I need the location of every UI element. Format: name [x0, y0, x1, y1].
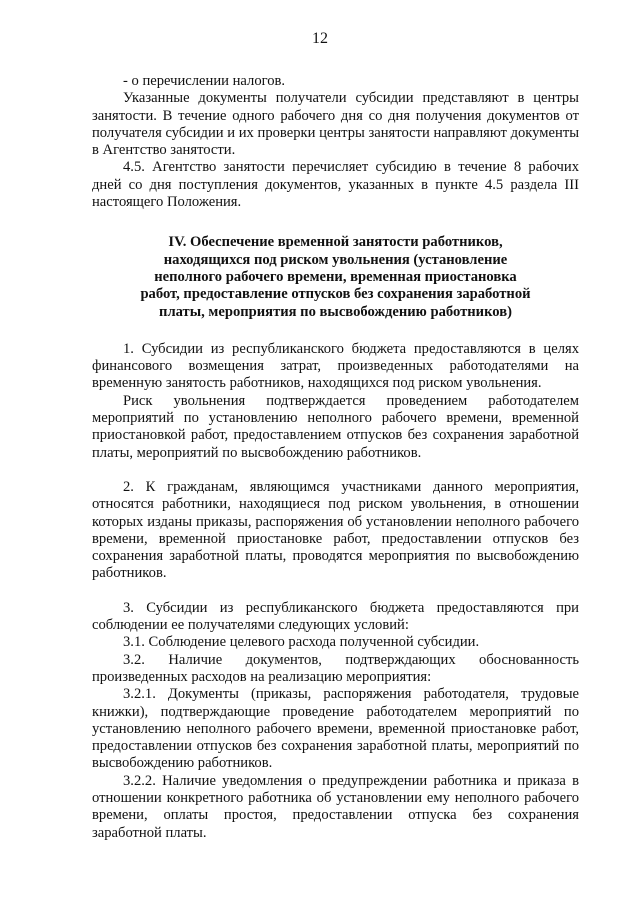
paragraph-taxes: - о перечислении налогов.: [123, 73, 286, 89]
paragraph-1: 1. Субсидии из республиканского бюджета предоставляются в целях финансового возмещения затрат, произведенных работодателями на временную занятость работников, находящихся под риском увольнения.: [92, 340, 579, 392]
paragraph-4-5: 4.5. Агентство занятости перечисляет субсидию в течение 8 рабочих дней со дня поступления документов, указанных в пункте 4.5 раздела III настоящего Положения.: [92, 159, 579, 211]
paragraph-3-2-1: 3.2.1. Документы (приказы, распоряжения работодателя, трудовые книжки), подтверждающие проведение работодателем мероприятий по установлению неполного рабочего времени, временной приостановке работ, предоставлении отпусков без сохранения заработной платы, мероприятий по высвобождению работников.: [92, 686, 579, 772]
paragraph-3-2: 3.2. Наличие документов, подтверждающих обоснованность произведенных расходов на реализацию мероприятия:: [92, 651, 579, 685]
section-title-line: находящихся под риском увольнения (установление: [163, 251, 508, 268]
section-title-line: платы, мероприятия по высвобождению работников): [159, 303, 512, 320]
document-body: [92, 73, 579, 842]
paragraph-3: 3. Субсидии из республиканского бюджета предоставляются при соблюдении ее получателями следующих условий:: [92, 599, 579, 634]
paragraph-2: 2. К гражданам, являющимся участниками данного мероприятия, относятся работники, находящиеся под риском увольнения, в отношении которых изданы приказы, распоряжения об установлении неполного рабочего времени, временной приостановке работ, предоставлении отпусков без сохранения заработной платы, проводятся мероприятия по высвобождению работников.: [92, 478, 579, 582]
paragraph-risk: Риск увольнения подтверждается проведением работодателем мероприятий по установлению неполного рабочего времени, временной приостановкой работ, предоставлением отпусков без сохранения заработной платы, мероприятий по высвобождению работников.: [92, 392, 579, 461]
page-number: 12: [312, 30, 328, 47]
paragraph-documents-submission: Указанные документы получатели субсидии представляют в центры занятости. В течение одного рабочего дня со дня получения документов от получателя субсидии и их проверки центры занятости направляют документы в Агентство занятости.: [92, 90, 579, 159]
section-title-line: IV. Обеспечение временной занятости работников,: [168, 234, 503, 251]
section-title-line: работ, предоставление отпусков без сохранения заработной: [140, 286, 531, 303]
section-title-line: неполного рабочего времени, временная приостановка: [154, 268, 517, 285]
paragraph-3-1: 3.1. Соблюдение целевого расхода полученной субсидии.: [123, 634, 480, 651]
section-title: [92, 234, 579, 320]
paragraph-3-2-2: 3.2.2. Наличие уведомления о предупреждении работника и приказа в отношении конкретного работника об установлении ему неполного рабочего времени, оплаты простоя, предоставлении отпуска без сохранения заработной платы.: [92, 772, 579, 841]
